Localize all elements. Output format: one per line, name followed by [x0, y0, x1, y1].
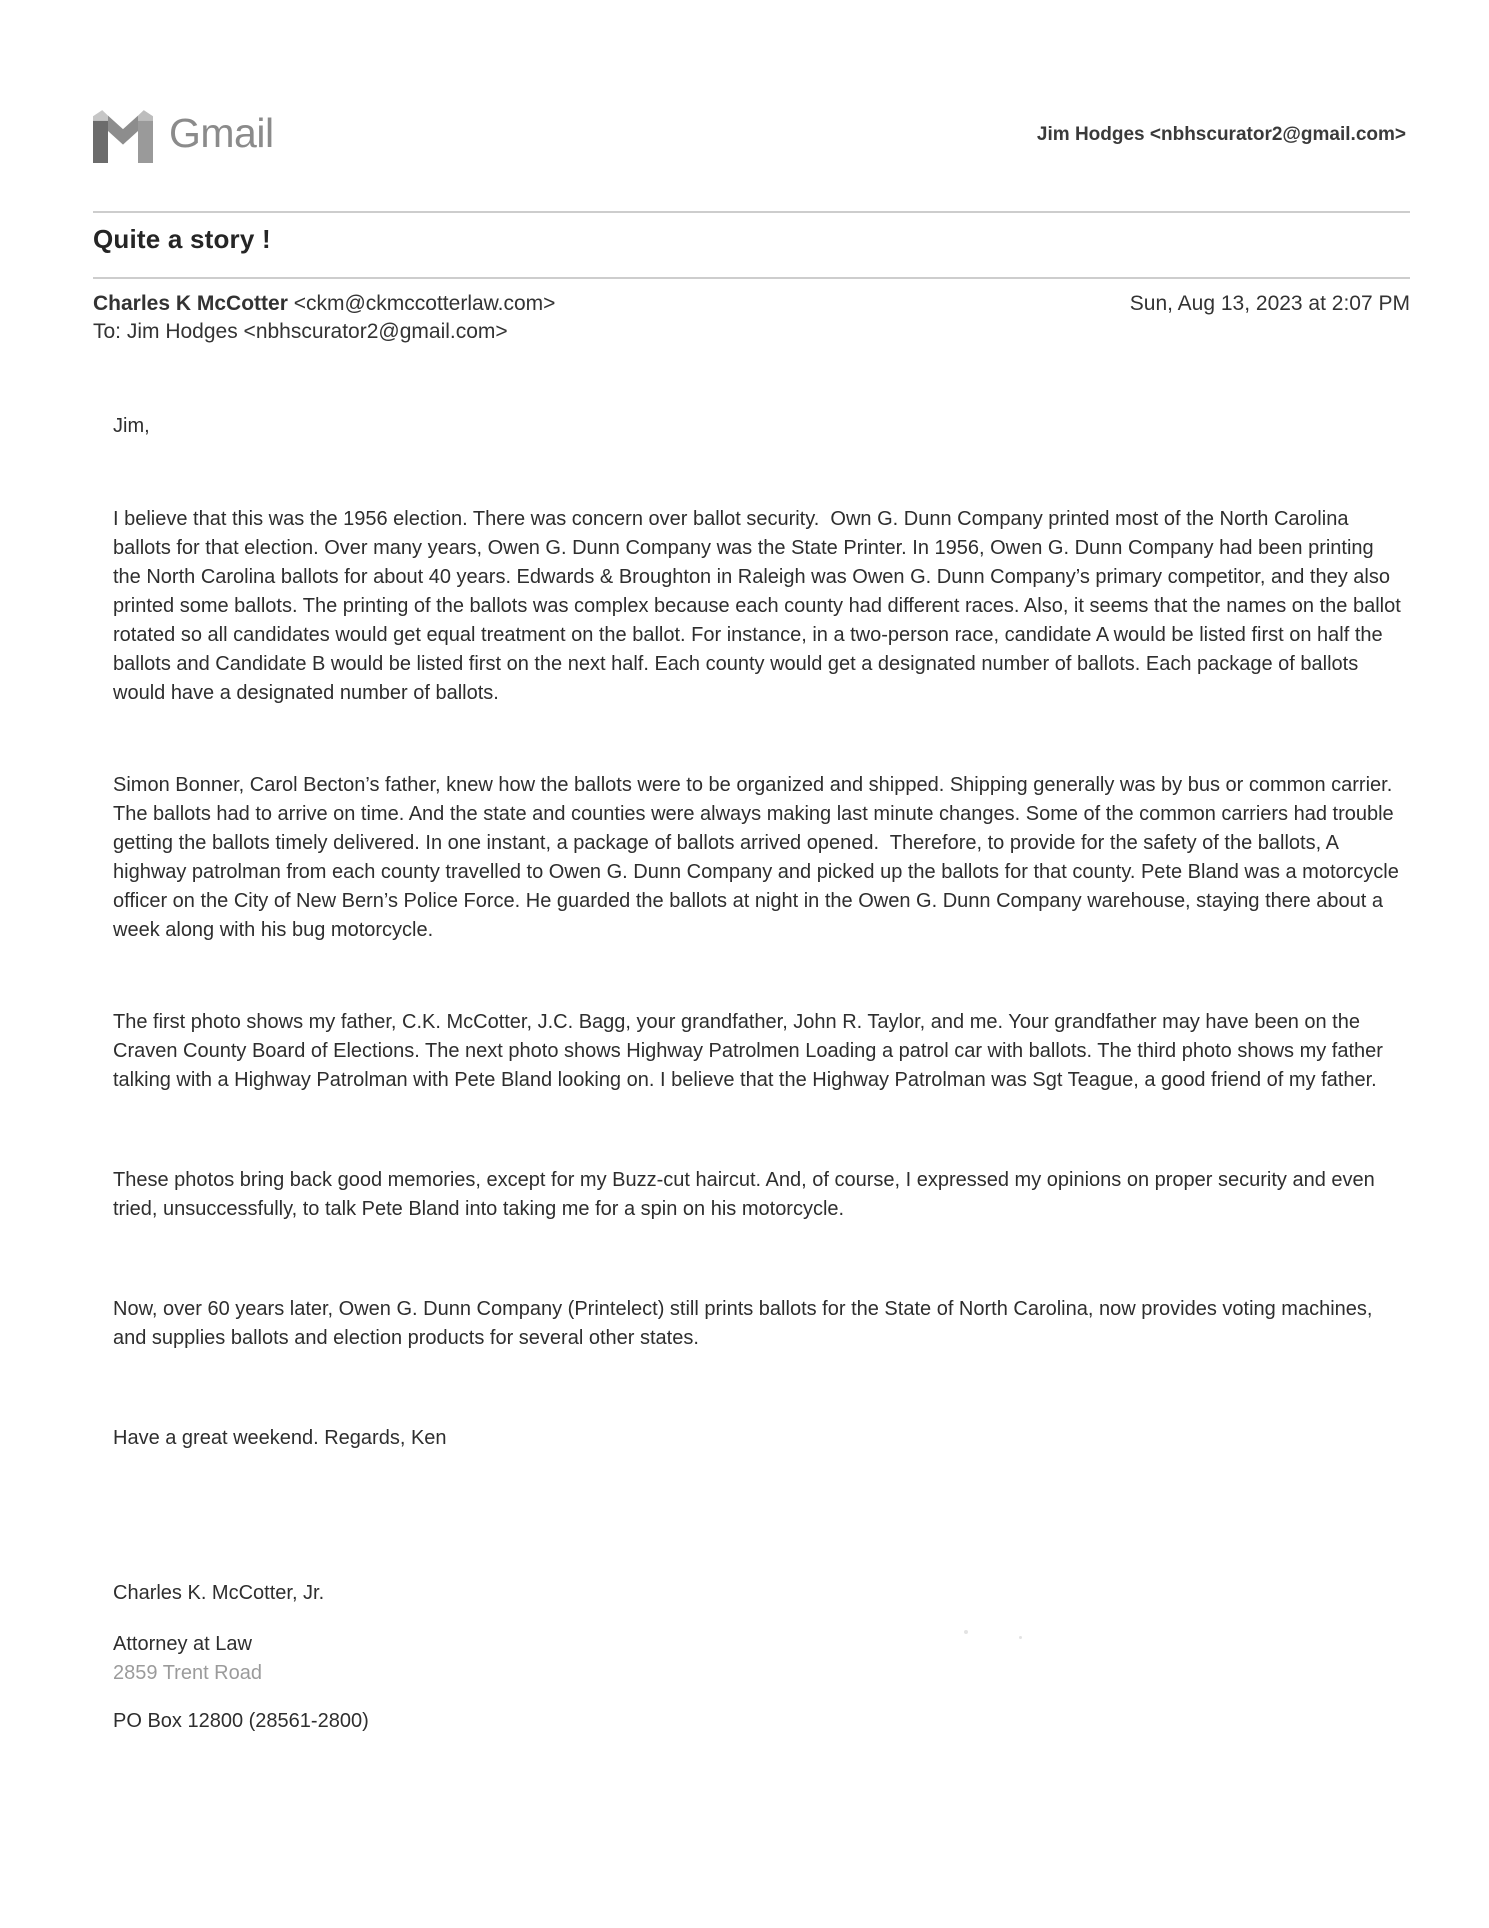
divider-subject: [93, 277, 1410, 279]
email-body: [113, 412, 1406, 1736]
scan-speck: [1019, 1636, 1022, 1639]
from-email: <ckm@ckmccotterlaw.com>: [287, 292, 556, 315]
signature-name: Charles K. McCotter, Jr.: [113, 1582, 325, 1604]
body-paragraph: I believe that this was the 1956 election. There was concern over ballot security. Own G. Dunn Company printed most of the North Carolina ballots for that election. Over many years, Owen G. Dunn Company was the State Printer. In 1956, Owen G. Dunn Company had been printing the North Carolina ballots for about 40 years. Edwards & Broughton in Raleigh was Owen G. Dunn Company’s primary competitor, and they also printed some ballots. The printing of the ballots was complex because each county had different races. Also, it seems that the names on the ballot rotated so all candidates would get equal treatment on the ballot. For instance, in a two-person race, candidate A would be listed first on half the ballots and Candidate B would be listed first on the next half. Each county would get a designated number of ballots. Each package of ballots would have a designated number of ballots.: [113, 508, 1407, 704]
body-paragraph: Simon Bonner, Carol Becton’s father, knew how the ballots were to be organized and shipped. Shipping generally was by bus or common carrier. The ballots had to arrive on time. And the state and counties were always making last minute changes. Some of the common carriers had trouble getting the ballots timely delivered. In one instant, a package of ballots arrived opened. Therefore, to provide for the safety of the ballots, A highway patrolman from each county travelled to Owen G. Dunn Company and picked up the ballots for that county. Pete Bland was a motorcycle officer on the City of New Bern’s Police Force. He guarded the ballots at night in the Owen G. Dunn Company warehouse, staying there about a week along with his bug motorcycle.: [113, 774, 1405, 941]
print-header: [93, 104, 1406, 166]
scan-speck: [964, 1630, 968, 1634]
from-field: [93, 290, 555, 318]
gmail-logo: [93, 108, 274, 163]
email-subject: Quite a story !: [93, 224, 271, 254]
account-email: Jim Hodges <nbhscurator2@gmail.com>: [1036, 124, 1406, 145]
greeting: Jim,: [113, 415, 150, 437]
gmail-wordmark: Gmail: [169, 109, 274, 156]
closing-line: Have a great weekend. Regards, Ken: [113, 1427, 447, 1449]
body-paragraph: Now, over 60 years later, Owen G. Dunn Company (Printelect) still prints ballots for the State of North Carolina, now provides voting machines, and supplies ballots and election products for several other states.: [113, 1298, 1379, 1349]
body-paragraph: These photos bring back good memories, except for my Buzz-cut haircut. And, of course, I expressed my opinions on proper security and even tried, unsuccessfully, to talk Pete Bland into taking me for a spin on his motorcycle.: [113, 1169, 1381, 1220]
signature-street: 2859 Trent Road: [113, 1662, 262, 1684]
gmail-m-icon: [93, 108, 153, 163]
to-field: To: Jim Hodges <nbhscurator2@gmail.com>: [93, 320, 508, 343]
email-meta: [93, 290, 1410, 346]
email-date: Sun, Aug 13, 2023 at 2:07 PM: [1129, 292, 1410, 315]
divider-top: [93, 211, 1410, 213]
body-paragraph: The first photo shows my father, C.K. McCotter, J.C. Bagg, your grandfather, John R. Taylor, and me. Your grandfather may have been on the Craven County Board of Elections. The next photo shows Highway Patrolmen Loading a patrol car with ballots. The third photo shows my father talking with a Highway Patrolman with Pete Bland looking on. I believe that the Highway Patrolman was Sgt Teague, a good friend of my father.: [113, 1011, 1389, 1091]
to-row: [93, 318, 1410, 346]
from-row: [93, 290, 1410, 318]
signature-title: Attorney at Law: [113, 1633, 252, 1655]
signature-po-box: PO Box 12800 (28561-2800): [113, 1710, 369, 1732]
from-name: Charles K McCotter: [93, 292, 288, 315]
